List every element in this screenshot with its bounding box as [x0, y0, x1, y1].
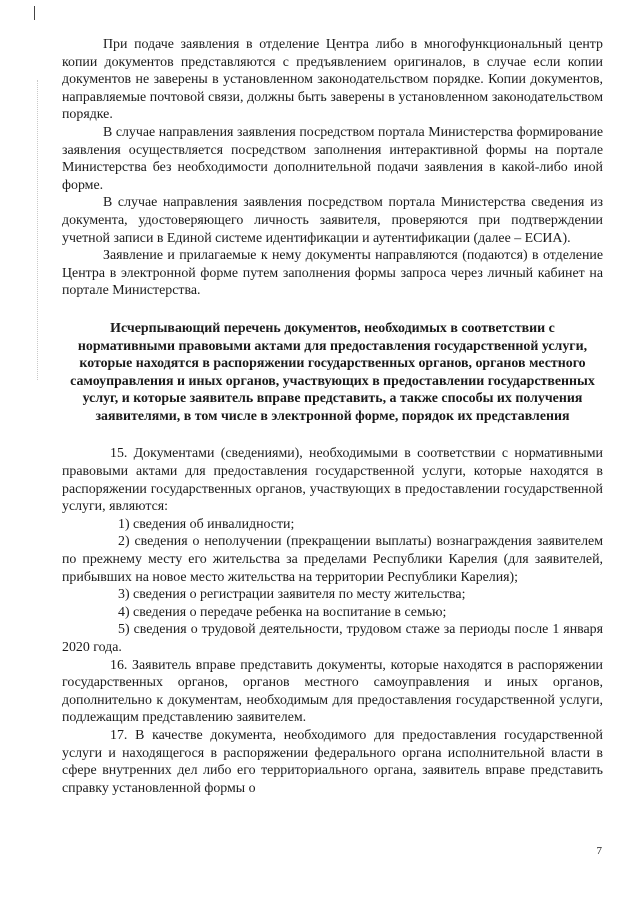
paragraph-15: 15. Документами (сведениями), необходимыми в соответствии с нормативными правовыми актами для предоставления государственной услуги, которые находятся в распоряжении государственных органов, участвующих в предоставлении государственной услуги, являются: [62, 446, 603, 515]
paragraph-17: 17. В качестве документа, необходимого для предоставления государственной услуги и находящегося в распоряжении федерального органа исполнительной власти в сфере внутренних дел либо его территориального органа, заявитель вправе представить справку установленной формы о [62, 727, 603, 796]
paragraph: Заявление и прилагаемые к нему документы направляются (подаются) в отделение Центра в электронной форме путем заполнения формы запроса через личный кабинет на портале Министерства. [62, 248, 603, 299]
paragraph: При подаче заявления в отделение Центра либо в многофункциональный центр копии документов представляются с предъявлением оригиналов, в случае если копии документов не заверены в установленном законодательством порядке. Копии документов, направляемые почтовой связи, должны быть заверены в установленном законодательством порядке. [62, 37, 603, 123]
list-item: 2) сведения о неполучении (прекращении выплаты) вознаграждения заявителем по прежнему месту его жительства за пределами Республики Карелия (для заявителей, прибывших на новое место жительства на территории Республики Карелия); [62, 534, 603, 585]
paragraph: В случае направления заявления посредством портала Министерства сведения из документа, удостоверяющего личность заявителя, проверяются при подтверждении учетной записи в Единой системе идентификации и аутентификации (далее – ЕСИА). [62, 195, 603, 246]
document-body [62, 36, 603, 797]
list-item: 5) сведения о трудовой деятельности, трудовом стаже за периоды после 1 января 2020 года. [62, 622, 603, 655]
list-item: 3) сведения о регистрации заявителя по месту жительства; [118, 587, 466, 603]
paragraph: В случае направления заявления посредством портала Министерства формирование заявления осуществляется посредством заполнения интерактивной формы на портале Министерства без необходимости дополнительной подачи заявления в какой-либо иной форме. [62, 124, 603, 193]
paragraph-16: 16. Заявитель вправе представить документы, которые находятся в распоряжении государственных органов, органов местного самоуправления и иных органов, дополнительно к документам, необходимым для предоставления государственной услуги, подлежащим представлению заявителем. [62, 657, 603, 726]
list-item: 1) сведения об инвалидности; [118, 516, 295, 532]
margin-dots [37, 80, 38, 380]
margin-mark [34, 6, 35, 20]
section-heading: Исчерпывающий перечень документов, необходимых в соответствии с нормативными правовыми актами для предоставления государственной услуги, которые находятся в распоряжении государственных органов, органов местного самоуправления и иных органов, участвующих в предоставлении государственных услуг, и которые заявитель вправе представить, а также способы их получения заявителями, в том числе в электронной форме, порядок их представления [70, 320, 595, 424]
list-item: 4) сведения о передаче ребенка на воспитание в семью; [118, 604, 447, 620]
page-number: 7 [596, 845, 602, 857]
